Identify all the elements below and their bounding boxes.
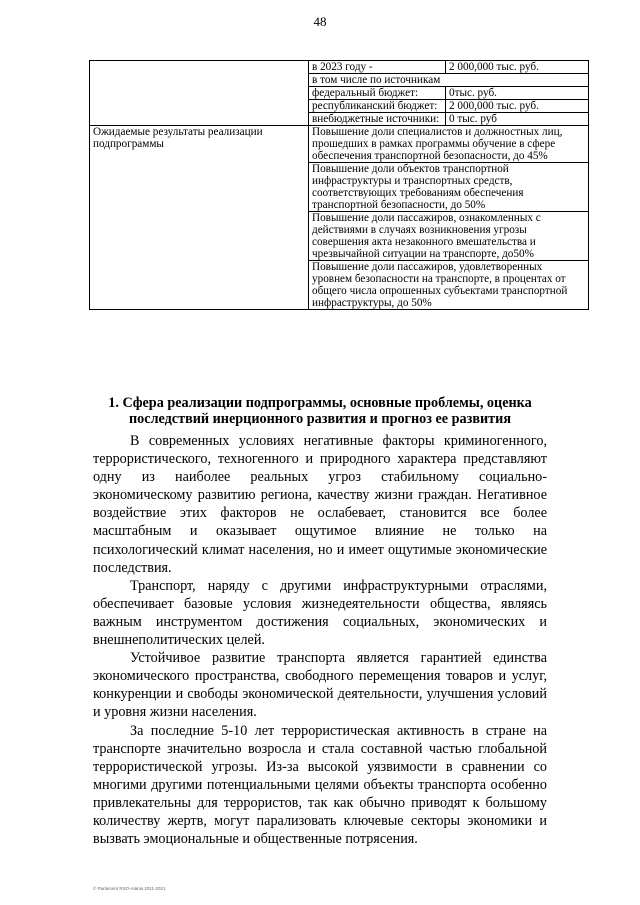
page-number: 48 [313,14,327,29]
results-label: Ожидаемые результаты реализации подпрограммы [90,126,309,310]
result-item: Повышение доли пассажиров, удовлетворенных уровнем безопасности на транспорте, в процентах от общего числа опрошенных субъектами транспортной инфраструктуры, до 50% [309,261,589,310]
result-item: Повышение доли специалистов и должностных лиц, прошедших в рамках программы обучение в сфере обеспечения транспортной безопасности, до 45% [309,126,589,163]
table-cell: федеральный бюджет: [309,87,446,100]
table-cell: в том числе по источникам [309,74,589,87]
program-passport-table [89,60,589,310]
paragraph: За последние 5-10 лет террористическая активность в стране на транспорте значительно возросла и стала составной частью глобальной террористической угрозы. Из-за высокой уязвимости в сравнении со многими другими потенциальными целями объекты транспорта особенно привлекательны для террористов, так как обычно приводят к большому количеству жертв, могут парализовать ключевые секторы экономики и вызвать эмоциональные и общественные потрясения. [93,722,547,848]
body-text [93,432,547,848]
table-cell: 2 000,000 тыс. руб. [446,100,589,113]
table-cell: внебюджетные источники: [309,113,446,126]
paragraph: Транспорт, наряду с другими инфраструктурными отраслями, обеспечивает базовые условия жизнедеятельности общества, являясь важным инструментом достижения социальных, экономических и внешнеполитических целей. [93,577,547,649]
table-row [90,61,589,74]
table-cell: 0тыс. руб. [446,87,589,100]
footer-note: © Parlament RSO-Alania 2011-2021 [93,886,166,891]
table-row [90,126,589,163]
table-cell: 0 тыс. руб [446,113,589,126]
result-item: Повышение доли пассажиров, ознакомленных с действиями в случаях возникновения угрозы совершения акта незаконного вмешательства и чрезвычайной ситуации на транспорте, до50% [309,212,589,261]
table-cell: 2 000,000 тыс. руб. [446,61,589,74]
table-cell: в 2023 году - [309,61,446,74]
table-cell: республиканский бюджет: [309,100,446,113]
paragraph: В современных условиях негативные факторы криминогенного, террористического, техногенного и природного характера представляют одну из наиболее реальных угроз стабильному социально-экономическому развитию региона, качеству жизни граждан. Негативное воздействие этих факторов не ослабевает, становится все более масштабным и оказывает ощутимое влияние не только на психологический климат населения, но и имеет ощутимые экономические последствия. [93,433,547,576]
table-cell-empty [90,61,309,126]
paragraph: Устойчивое развитие транспорта является гарантией единства экономического пространства, свободного перемещения товаров и услуг, конкуренции и свободы экономической деятельности, улучшения условий и уровня жизни населения. [93,650,547,721]
result-item: Повышение доли объектов транспортной инфраструктуры и транспортных средств, соответствующих требованиям обеспечения транспортной безопасности, до 50% [309,163,589,212]
section-heading: 1. Сфера реализации подпрограммы, основные проблемы, оценка последствий инерционного развития и прогноз ее развития [108,395,532,427]
